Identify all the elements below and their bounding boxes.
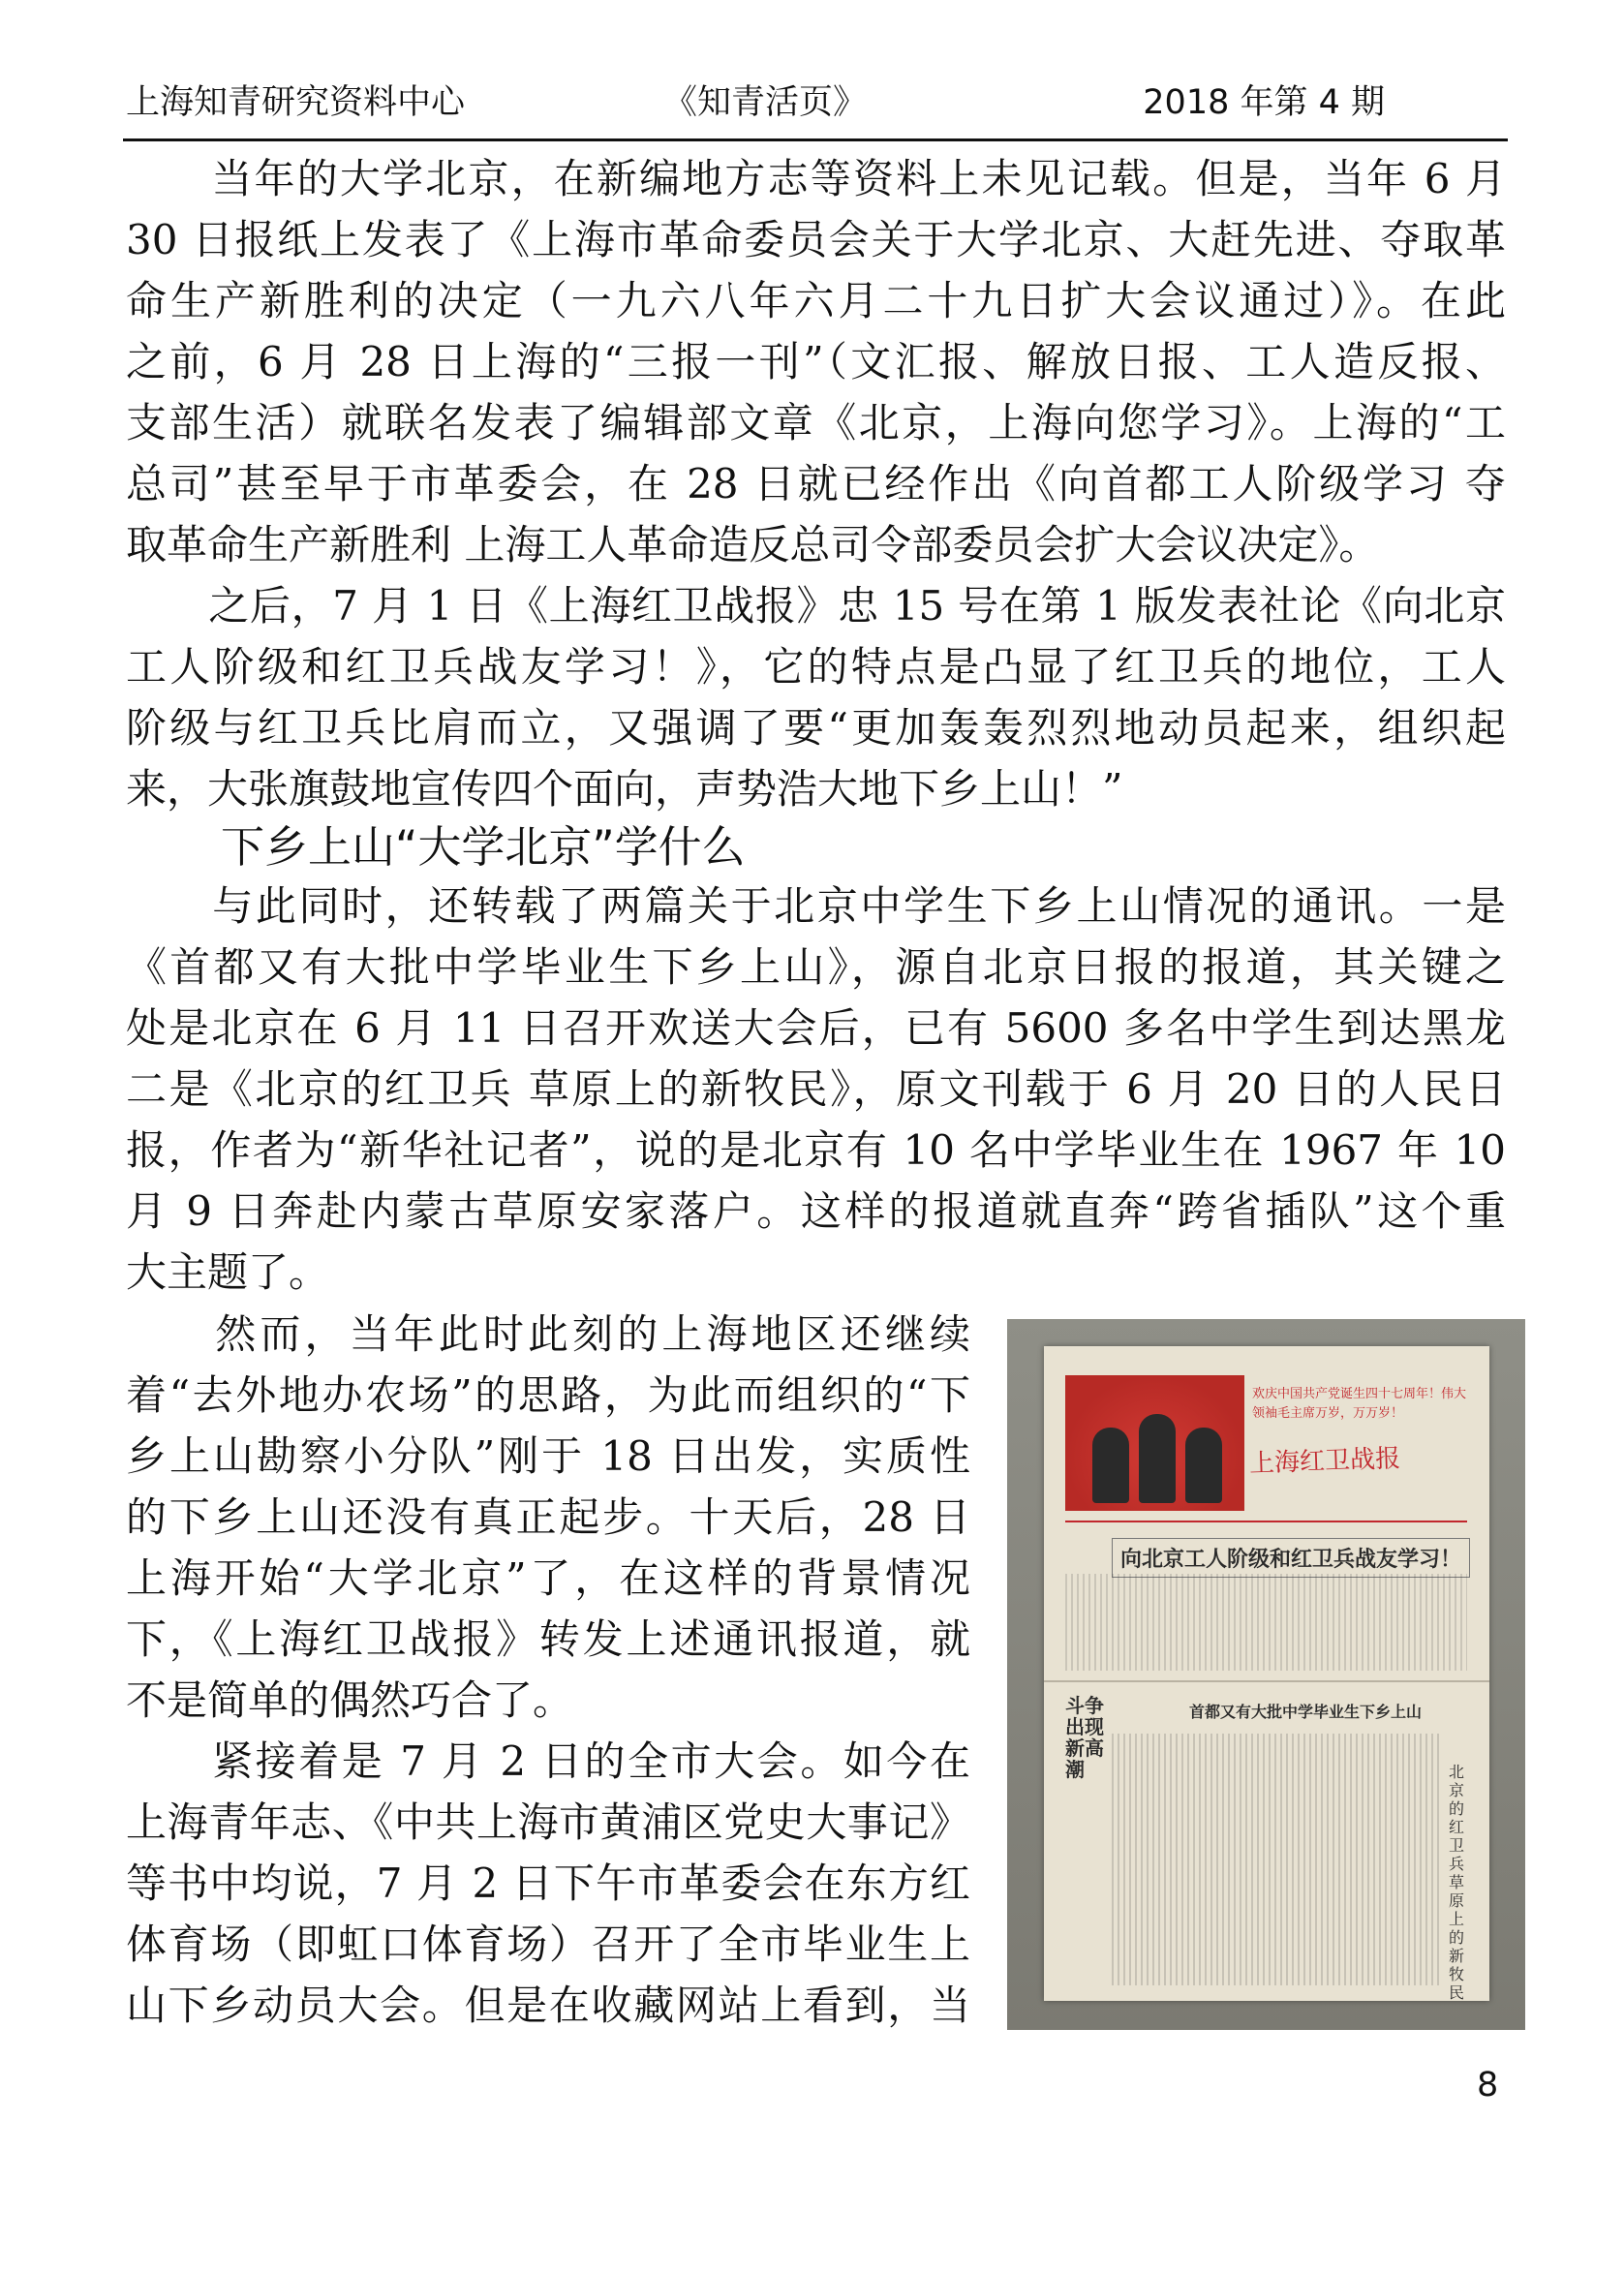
paragraph-line: 上海开始“大学北京”了，在这样的背景情况 — [126, 1554, 970, 1602]
paragraph-5 — [126, 1731, 970, 2036]
paragraph-line: 总司”甚至早于市革委会，在 28 日就已经作出《向首都工人阶级学习 夺 — [126, 460, 1506, 507]
paragraph-3 — [126, 876, 1506, 1303]
paragraph-line: 之后，7 月 1 日《上海红卫战报》忠 15 号在第 1 版发表社论《向北京 — [126, 582, 1506, 630]
paragraph-line: 阶级与红卫兵比肩而立，又强调了要“更加轰轰烈烈地动员起来，组织起 — [126, 704, 1506, 752]
page-header — [126, 76, 1506, 130]
newspaper-text-columns — [1065, 1574, 1467, 1671]
header-journal-title: 《知青活页》 — [663, 83, 868, 122]
paragraph-line: 当年的大学北京，在新编地方志等资料上未见记载。但是，当年 6 月 — [126, 155, 1506, 202]
paragraph-line: 月 9 日奔赴内蒙古草原安家落户。这样的报道就直奔“跨省插队”这个重 — [126, 1187, 1506, 1235]
paragraph-2 — [126, 575, 1506, 819]
paragraph-line: 30 日报纸上发表了《上海市革命委员会关于大学北京、大赶先进、夺取革 — [126, 216, 1506, 263]
figure-silhouette — [1092, 1428, 1129, 1503]
paragraph-line: 大主题了。 — [126, 1248, 330, 1296]
paragraph-line: 《首都又有大批中学毕业生下乡上山》，源自北京日报的报道，其关键之 — [126, 943, 1506, 991]
paragraph-line: 不是简单的偶然巧合了。 — [126, 1676, 574, 1724]
newspaper-slogan: 欢庆中国共产党诞生四十七周年！伟大领袖毛主席万岁，万万岁！ — [1252, 1387, 1467, 1421]
paragraph-1 — [126, 148, 1506, 575]
header-publisher: 上海知青研究资料中心 — [126, 83, 466, 122]
paragraph-line: 等书中均说，7 月 2 日下午市革委会在东方红 — [126, 1859, 970, 1907]
header-issue: 2018 年第 4 期 — [1143, 83, 1385, 122]
page-number: 8 — [1477, 2066, 1499, 2105]
newspaper-rule — [1065, 1521, 1467, 1522]
section-heading: 下乡上山“大学北京”学什么 — [221, 821, 746, 873]
figure-silhouette — [1185, 1428, 1222, 1503]
paragraph-line: 乡上山勘察小分队”刚于 18 日出发，实质性 — [126, 1432, 970, 1480]
paragraph-line: 着“去外地办农场”的思路，为此而组织的“下 — [126, 1371, 970, 1419]
newspaper-masthead: 上海红卫战报 — [1248, 1444, 1401, 1479]
newspaper-subheadline: 首都又有大批中学毕业生下乡上山 — [1189, 1703, 1423, 1721]
paragraph-line: 体育场（即虹口体育场）召开了全市毕业生上 — [126, 1921, 970, 1968]
newspaper-photo — [1007, 1319, 1525, 2030]
newspaper-portrait-banner — [1065, 1375, 1244, 1511]
paragraph-line: 处是北京在 6 月 11 日召开欢送大会后，已有 5600 多名中学生到达黑龙 — [126, 1004, 1506, 1052]
newspaper-vertical-title: 北京的红卫兵 草原上的新牧民 — [1449, 1763, 1465, 2002]
paragraph-line: 紧接着是 7 月 2 日的全市大会。如今在 — [126, 1737, 970, 1785]
paragraph-4 — [126, 1304, 970, 1731]
paragraph-line: 报，作者为“新华社记者”，说的是北京有 10 名中学毕业生在 1967 年 10 — [126, 1126, 1506, 1174]
paragraph-line: 然而，当年此时此刻的上海地区还继续 — [126, 1310, 970, 1358]
newspaper-fold — [1044, 1680, 1489, 1682]
paragraph-line: 二是《北京的红卫兵 草原上的新牧民》，原文刊载于 6 月 20 日的人民日 — [126, 1065, 1506, 1113]
newspaper-sheet — [1044, 1346, 1489, 2001]
paragraph-line: 山下乡动员大会。但是在收藏网站上看到，当 — [126, 1982, 970, 2029]
paragraph-line: 下，《上海红卫战报》转发上述通讯报道，就 — [126, 1615, 970, 1663]
paragraph-line: 与此同时，还转载了两篇关于北京中学生下乡上山情况的通讯。一是 — [126, 882, 1506, 930]
figure-silhouette — [1139, 1414, 1176, 1503]
header-divider — [123, 138, 1508, 141]
paragraph-line: 取革命生产新胜利 上海工人革命造反总司令部委员会扩大会议决定》。 — [126, 521, 1380, 568]
paragraph-line: 命生产新胜利的决定（一九六八年六月二十九日扩大会议通过）》。在此 — [126, 277, 1506, 324]
paragraph-line: 工人阶级和红卫兵战友学习！》，它的特点是凸显了红卫兵的地位，工人 — [126, 643, 1506, 691]
newspaper-headline: 向北京工人阶级和红卫兵战友学习！ — [1112, 1538, 1470, 1578]
paragraph-line: 支部生活）就联名发表了编辑部文章《北京，上海向您学习》。上海的“工 — [126, 399, 1506, 446]
paragraph-line: 上海青年志、《中共上海市黄浦区党史大事记》 — [126, 1798, 970, 1846]
paragraph-line: 来，大张旗鼓地宣传四个面向，声势浩大地下乡上山！” — [126, 765, 1123, 813]
paragraph-line: 的下乡上山还没有真正起步。十天后，28 日 — [126, 1493, 970, 1541]
paragraph-line: 之前，6 月 28 日上海的“三报一刊”（文汇报、解放日报、工人造反报、 — [126, 338, 1506, 385]
newspaper-text-columns — [1112, 1734, 1441, 1985]
newspaper-vertical-title: 斗争出现新高潮 — [1065, 1694, 1104, 1781]
